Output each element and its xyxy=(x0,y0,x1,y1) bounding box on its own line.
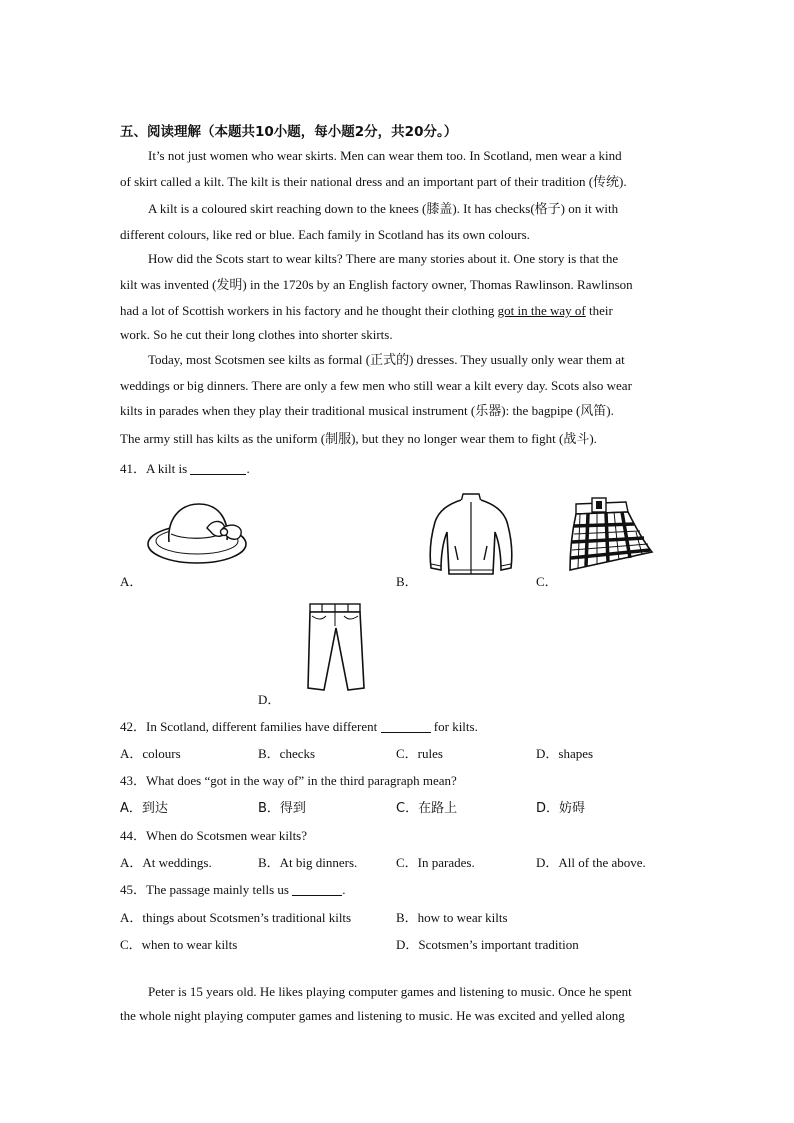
option-d[interactable]: D．妨碍 xyxy=(536,801,586,816)
question-stem: 45．The passage mainly tells us xyxy=(120,882,293,897)
option-d[interactable]: D．shapes xyxy=(536,746,594,761)
underlined-phrase: got in the way of xyxy=(497,303,586,318)
option-a[interactable]: A．things about Scotsmen’s traditional kilts xyxy=(120,910,352,925)
option-c[interactable]: C．In parades. xyxy=(396,855,475,870)
option-a[interactable]: A．At weddings. xyxy=(120,855,212,870)
passage-line: Today, most Scotsmen see kilts as formal (正式的) dresses. They usually only wear them at xyxy=(148,352,625,367)
answer-blank[interactable] xyxy=(381,720,431,733)
question-stem-end: . xyxy=(342,882,346,897)
question-44: 44．When do Scotsmen wear kilts? xyxy=(120,828,308,843)
passage-line: kilt was invented (发明) in the 1720s by an English factory owner, Thomas Rawlinson. Rawlinson xyxy=(120,277,633,292)
passage-line: the whole night playing computer games and listening to music. He was excited and yelled along xyxy=(120,1008,625,1023)
question-stem: 41．A kilt is xyxy=(120,461,191,476)
option-d[interactable]: D．All of the above. xyxy=(536,855,646,870)
passage-text: had a lot of Scottish workers in his factory and he thought their clothing xyxy=(120,303,498,318)
option-c[interactable]: C．when to wear kilts xyxy=(120,937,238,952)
option-b[interactable]: B．how to wear kilts xyxy=(396,910,508,925)
option-c[interactable]: C．rules xyxy=(396,746,443,761)
jacket-image xyxy=(425,490,517,578)
option-b[interactable]: B．得到 xyxy=(258,801,306,816)
option-b-label[interactable]: B． xyxy=(396,574,418,589)
question-stem-end: for kilts. xyxy=(430,719,478,734)
question-45 xyxy=(120,879,345,898)
option-c[interactable]: C．在路上 xyxy=(396,801,458,816)
question-stem: 42．In Scotland, different families have different xyxy=(120,719,381,734)
passage-line: different colours, like red or blue. Each family in Scotland has its own colours. xyxy=(120,227,530,242)
passage-line: kilts in parades when they play their traditional musical instrument (乐器): the bagpipe (风笛). xyxy=(120,403,614,418)
passage-line: of skirt called a kilt. The kilt is their national dress and an important part of their tradition (传统). xyxy=(120,174,627,189)
question-stem-end: . xyxy=(246,461,250,476)
option-d[interactable]: D．Scotsmen’s important tradition xyxy=(396,937,579,952)
option-b[interactable]: B．At big dinners. xyxy=(258,855,358,870)
kilt-image xyxy=(562,494,656,578)
answer-blank[interactable] xyxy=(292,883,342,896)
question-42 xyxy=(120,716,478,735)
section-heading: 五、阅读理解（本题共10小题，每小题2分，共20分。） xyxy=(120,124,458,140)
option-c-label[interactable]: C． xyxy=(536,574,558,589)
passage-line: It’s not just women who wear skirts. Men can wear them too. In Scotland, men wear a kind xyxy=(148,148,622,163)
passage-line xyxy=(120,303,674,319)
hat-image xyxy=(145,498,255,570)
answer-blank[interactable] xyxy=(190,462,246,475)
option-b[interactable]: B．checks xyxy=(258,746,316,761)
option-d-label[interactable]: D． xyxy=(258,692,281,707)
question-41 xyxy=(120,458,250,477)
passage-text: their xyxy=(585,303,613,318)
passage-line: How did the Scots start to wear kilts? There are many stories about it. One story is that the xyxy=(148,251,619,266)
option-a[interactable]: A．colours xyxy=(120,746,181,761)
trousers-image xyxy=(302,602,368,692)
passage-line: weddings or big dinners. There are only a few men who still wear a kilt every day. Scots also wear xyxy=(120,378,632,393)
passage-line: Peter is 15 years old. He likes playing computer games and listening to music. Once he spent xyxy=(148,984,632,999)
option-a[interactable]: A．到达 xyxy=(120,801,168,816)
option-a-label[interactable]: A． xyxy=(120,574,143,589)
question-43: 43．What does “got in the way of” in the third paragraph mean? xyxy=(120,773,457,788)
passage-line: work. So he cut their long clothes into shorter skirts. xyxy=(120,327,393,342)
passage-line: The army still has kilts as the uniform (制服), but they no longer wear them to fight (战斗). xyxy=(120,431,597,446)
passage-line: A kilt is a coloured skirt reaching down to the knees (膝盖). It has checks(格子) on it with xyxy=(148,201,619,216)
